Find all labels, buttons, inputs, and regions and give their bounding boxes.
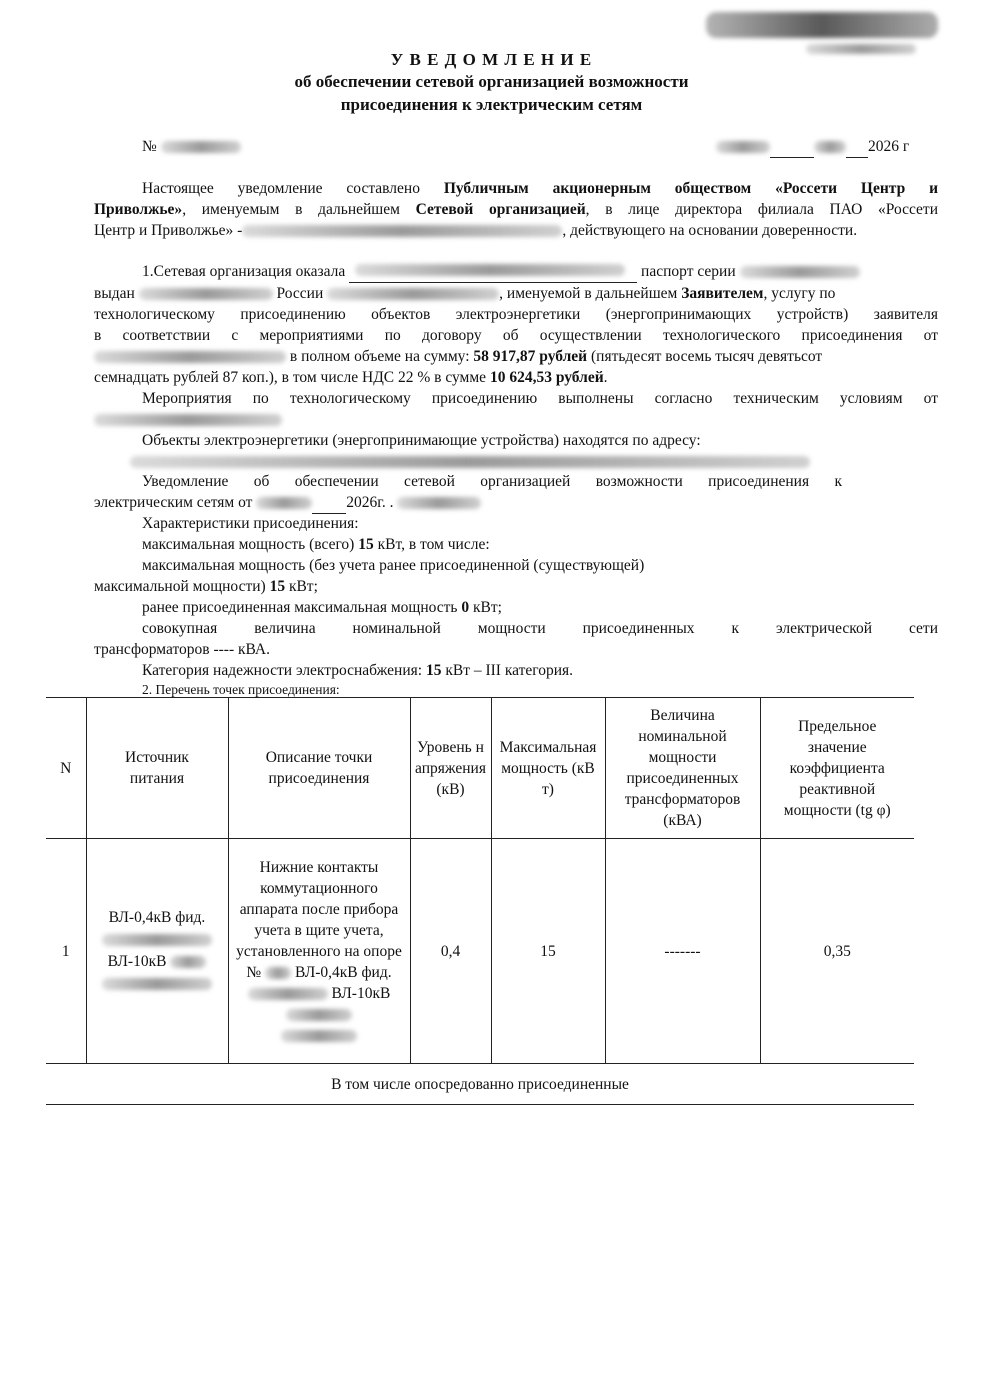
text: , именуемым в дальнейшем [182,201,416,218]
text: максимальной мощности) [94,578,270,595]
redacted-address [130,456,810,468]
text: 1.Сетевая организация оказала [142,263,346,280]
text: совокупная величина номинальной мощности присоединенных к электрической сети [142,620,938,637]
redacted-date [716,141,770,153]
document-title: У В Е Д О М Л Е Н И Е [390,50,593,69]
text: . [603,369,608,386]
applicant-label: Заявителем [681,285,764,302]
address-label [142,431,701,451]
redacted-line [170,956,206,968]
network-org-label: Сетевой организацией [415,201,586,218]
characteristics-label [142,514,359,534]
col-header-description: Описание точки присоединения [228,698,410,839]
reliability-category [142,661,573,681]
redacted-applicant [355,264,625,276]
col-header-max-power: Максимальная мощность (кВт) [491,698,605,839]
redacted-substation-desc [281,1030,357,1042]
text: электрическим сетям от [94,494,253,511]
redacted-issue-date [327,288,499,300]
intro-line-3 [94,221,857,241]
cell-tg: 0,35 [760,839,914,1064]
cell-source [86,839,228,1064]
text: , в лице директора филиала ПАО «Россети [585,201,938,218]
text: в соответствии с мероприятиями по договору об осуществлении технологического присоединения от [94,327,938,344]
indirect-connections-label: В том числе опосредованно присоединенные [46,1064,914,1105]
value: 15 [425,662,442,679]
redacted-passport [740,266,860,278]
text: в полном объеме на сумму: [289,348,474,365]
value: 15 [269,578,286,595]
text: трансформаторов ---- кВА. [94,641,270,658]
redacted-notice-number [397,497,481,509]
text: Центр и Приволжье» - [94,222,243,239]
p1-line-7 [142,389,938,409]
redacted-director [242,225,562,237]
vat-sum: 10 624,53 рублей [489,369,604,386]
cell-max-power: 15 [491,839,605,1064]
notice-line-2 [94,493,481,514]
max-power-excl-1 [142,556,644,576]
col-header-transformers: Величина номинальной мощности присоединенных трансформаторов (кВА) [605,698,760,839]
redacted-feeder-desc [248,988,328,1000]
text: Характеристики присоединения: [142,515,359,532]
redacted-issuer [139,288,273,300]
text: кВт; [285,578,318,595]
text: , именуемой в дальнейшем [499,285,682,302]
document-number [142,137,241,157]
redacted-number [161,141,241,153]
text: , услугу по [763,285,836,302]
text: России [276,285,324,302]
text: кВт; [469,599,502,616]
table-row [46,839,914,1064]
col-header-tg: Предельное значение коэффициента реактивной мощности (tg φ) [760,698,914,839]
col-header-source: Источник питания [86,698,228,839]
text: Категория надежности электроснабжения: [142,662,426,679]
document-date [716,137,909,158]
value: 15 [358,536,374,553]
text: Объекты электроэнергетики (энергопринимающие устройства) находятся по адресу: [142,432,701,449]
connection-points-table [46,697,914,1105]
source-line-1: ВЛ-0,4кВ фид. [108,909,206,926]
cell-voltage: 0,4 [410,839,491,1064]
p1-line-1 [142,262,860,283]
redacted-pole [265,967,291,979]
intro-line-2 [94,200,938,220]
description-line: ВЛ-10кВ [331,984,391,1002]
redacted-feeder [102,934,212,946]
intro-line-1 [142,179,938,199]
text: 2. Перечень точек присоединения: [142,682,340,697]
text: семнадцать рублей 87 коп.), в том числе НДС 22 % в сумме [94,369,490,386]
transformers-line-2 [94,640,270,660]
col-header-voltage: Уровень напряжения (кВ) [410,698,491,839]
prev-power [142,598,502,618]
redacted-substation [102,978,212,990]
cell-transformers: ------- [605,839,760,1064]
notice-line-1 [142,472,842,492]
p1-line-2 [94,284,835,304]
text: выдан [94,285,135,302]
text: паспорт серии [641,263,736,280]
redacted-contract [94,351,286,363]
text: Настоящее уведомление составлено [142,180,444,197]
redacted-tech-conditions [94,414,282,426]
source-line-2: ВЛ-10кВ [107,953,167,970]
number-prefix: № [142,138,157,155]
text: кВт, в том числе: [373,536,490,553]
cell-n: 1 [46,839,86,1064]
description-text: Нижние контакты коммутационного аппарата после прибора учета в щите учета, установленного на опоре № [236,858,402,981]
text: максимальная мощность (всего) [142,536,359,553]
redacted-line-desc [286,1009,352,1021]
text: Мероприятия по технологическому присоединению выполнены согласно техническим условиям от [142,390,938,407]
p1-line-6 [94,368,608,388]
value: 0 [461,599,470,616]
text: (пятьдесят восемь тысяч девятьсот [587,348,823,365]
p1-line-5 [94,347,822,367]
p1-line-4 [94,326,938,346]
redacted-stamp [706,12,938,38]
text: максимальная мощность (без учета ранее присоединенной (существующей) [142,557,645,574]
total-sum: 58 917,87 рублей [473,348,588,365]
table-header-row [46,698,914,839]
max-power-excl-2 [94,577,318,597]
text: технологическому присоединению объектов электроэнергетики (энергопринимающих устройств) заявителя [94,306,938,323]
org-name: Публичным акционерным обществом «Россети Центр и [443,180,938,197]
org-name-end: Приволжье» [94,201,183,218]
redacted-notice-date [256,497,312,509]
col-header-n: N [46,698,86,839]
text: Уведомление об обеспечении сетевой организацией возможности присоединения к [142,473,842,490]
document-subtitle-1: об обеспечении сетевой организацией возможности [294,72,689,91]
max-power-total [142,535,490,555]
p1-line-3 [94,305,938,325]
date-year: 2026 г [868,138,910,155]
table-footer-row [46,1064,914,1105]
text: , действующего на основании доверенности. [562,222,858,239]
cell-description [228,839,410,1064]
document-subtitle-2: присоединения к электрическим сетям [340,95,643,114]
text: ранее присоединенная максимальная мощность [142,599,462,616]
description-line: ВЛ-0,4кВ фид. [294,963,392,981]
transformers-line-1 [142,619,938,639]
text: кВт – III категория. [441,662,574,679]
text: 2026г. . [346,494,394,511]
